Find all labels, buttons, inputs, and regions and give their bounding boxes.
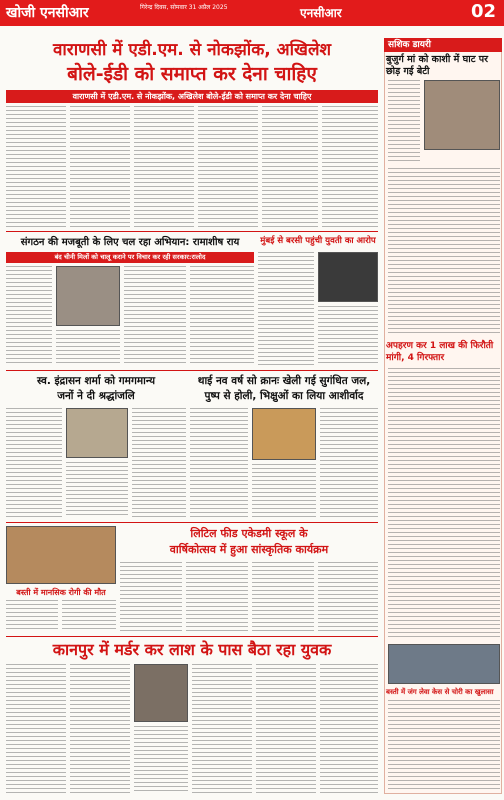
story6-photo bbox=[6, 526, 116, 584]
story4-body-col1 bbox=[6, 408, 62, 518]
lead-body-col4 bbox=[198, 106, 258, 228]
story5-body-col3 bbox=[320, 408, 378, 518]
sidebar-photo bbox=[424, 80, 500, 150]
story3-body-col1 bbox=[258, 252, 314, 366]
story2-headline: संगठन की मजबूती के लिए चल रहा अभियान: रामाशीष राय bbox=[20, 237, 240, 248]
story2-photo bbox=[56, 266, 120, 326]
story7-body-col1 bbox=[6, 600, 58, 632]
sidebar3-headline: बस्ती में जंग लेवा केस से चोरी का खुलासा bbox=[386, 688, 494, 696]
sidebar3-photo bbox=[388, 644, 500, 684]
story4-body-col3 bbox=[132, 408, 186, 518]
section-divider bbox=[6, 636, 378, 637]
masthead-title: खोजी एनसीआर bbox=[6, 5, 89, 21]
sidebar2-body bbox=[388, 368, 500, 640]
story4-headline-line1: स्व. इंद्रासन शर्मा को गमगमान्य bbox=[36, 375, 156, 387]
story5-photo bbox=[252, 408, 316, 460]
story2-body-col4 bbox=[190, 266, 254, 366]
lead-headline-line2: बोले-ईडी को समाप्त कर देना चाहिए bbox=[67, 63, 317, 85]
story3-headline: मुंबई से बरसी पहुंची युवती का आरोप bbox=[260, 236, 376, 246]
story8-body-col4 bbox=[192, 664, 252, 794]
story4-photo bbox=[66, 408, 128, 458]
story7-headline: बस्ती में मानसिक रोगी की मौत bbox=[16, 588, 106, 597]
story6-body-col4 bbox=[318, 562, 378, 632]
story2-body-col2 bbox=[56, 330, 120, 366]
masthead-date: गिरेन्द्र दिवस, सोमवार 31 अप्रैल 2025 bbox=[140, 4, 228, 11]
story2-body-col1 bbox=[6, 266, 52, 366]
sidebar2-headline: अपहरण कर 1 लाख की फिरौती मांगी, 4 गिरफ्तार bbox=[386, 341, 494, 363]
section-divider bbox=[6, 522, 378, 523]
page-number: 02 bbox=[470, 1, 496, 22]
story5-body-col1 bbox=[190, 408, 248, 518]
story8-body-col5 bbox=[256, 664, 316, 794]
sidebar-label: सशिक डायरी bbox=[384, 38, 502, 52]
story5-headline-line2: पुष्प से होली, भिक्षुओं का लिया आशीर्वाद bbox=[204, 390, 364, 402]
story8-body-col1 bbox=[6, 664, 66, 794]
sidebar-headline: बुजुर्ग मां को काशी में घाट पर छोड़ गई बेटी bbox=[386, 54, 489, 77]
story2-body-col3 bbox=[124, 266, 186, 366]
story6-body-col1 bbox=[120, 562, 182, 632]
sidebar3-body bbox=[388, 700, 500, 792]
story6-headline-line1: लिटिल फीड एकेडमी स्कूल के bbox=[190, 527, 308, 540]
sidebar-body bbox=[388, 168, 500, 336]
story6-body-col2 bbox=[186, 562, 248, 632]
story5-headline-line1: थाई नव वर्ष सो क्रानः खेली गई सुगंधित जल, bbox=[197, 375, 371, 387]
story4-body-col2 bbox=[66, 462, 128, 518]
lead-body-col2 bbox=[70, 106, 130, 228]
story7-body-col2 bbox=[62, 600, 116, 632]
story5-body-col2 bbox=[252, 464, 316, 518]
lead-body-col5 bbox=[262, 106, 318, 228]
lead-headline-line1: वाराणसी में एडी.एम. से नोकझोंक, अखिलेश bbox=[52, 40, 332, 60]
masthead-brand: एनसीआर bbox=[300, 6, 342, 20]
story3-photo bbox=[318, 252, 378, 302]
section-divider bbox=[6, 370, 378, 371]
lead-banner: वाराणसी में एडी.एम. से नोकझोंक, अखिलेश बोले-ईडी को समाप्त कर देना चाहिए bbox=[6, 90, 378, 103]
story8-body-col2 bbox=[70, 664, 130, 794]
story4-headline-line2: जनों ने दी श्रद्धांजलि bbox=[57, 390, 135, 402]
story8-headline: कानपुर में मर्डर कर लाश के पास बैठा रहा युवक bbox=[52, 640, 332, 659]
story8-photo bbox=[134, 664, 188, 722]
lead-body-col3 bbox=[134, 106, 194, 228]
lead-body-col1 bbox=[6, 106, 66, 228]
section-divider bbox=[6, 231, 378, 232]
story8-body-col3 bbox=[134, 726, 188, 794]
lead-body-col6 bbox=[322, 106, 378, 228]
story8-body-col6 bbox=[320, 664, 378, 794]
sidebar-body-left bbox=[388, 80, 420, 164]
masthead bbox=[0, 0, 504, 26]
story6-headline-line2: वार्षिकोत्सव में हुआ सांस्कृतिक कार्यक्रम bbox=[169, 543, 329, 556]
story2-subhead: बंद चीनी मिलों को चालू कराने पर विचार कर रही सरकार:रालोद bbox=[6, 252, 254, 263]
story6-body-col3 bbox=[252, 562, 314, 632]
story3-body-col2 bbox=[318, 306, 378, 366]
